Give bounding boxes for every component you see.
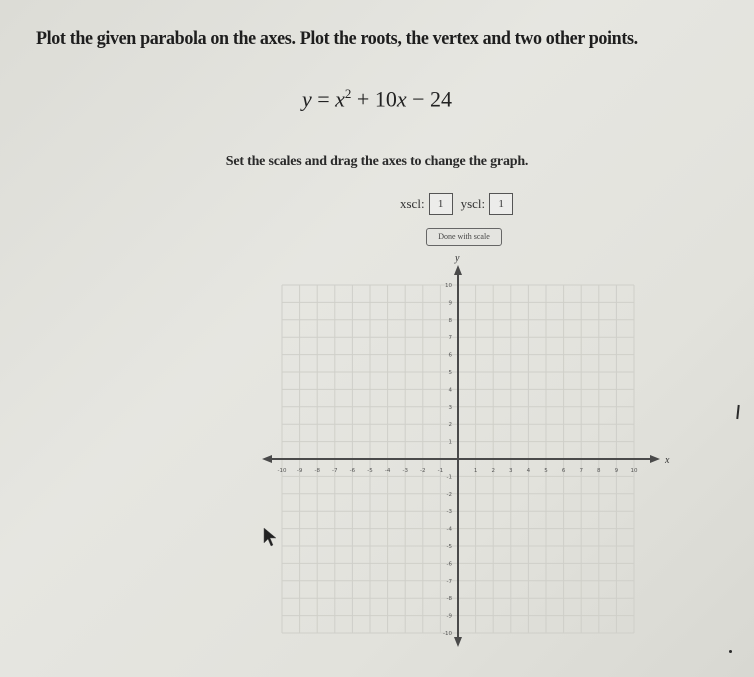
y-tick-label: 9 xyxy=(448,300,452,307)
x-tick-label: 9 xyxy=(614,468,619,474)
y-tick-label: 7 xyxy=(448,335,452,342)
x-tick-label: 4 xyxy=(526,468,531,474)
instruction-text: Plot the given parabola on the axes. Plot the roots, the vertex and two other points. xyxy=(36,28,638,49)
y-tick-label: -5 xyxy=(446,544,452,550)
y-tick-label: -7 xyxy=(446,578,452,585)
xscl-input[interactable]: 1 xyxy=(429,193,453,215)
x-tick-label: -8 xyxy=(314,468,320,474)
x-tick-label: -5 xyxy=(367,468,373,474)
y-tick-label: -8 xyxy=(446,596,452,603)
y-tick-label: -6 xyxy=(446,561,452,568)
y-tick-label: -1 xyxy=(446,474,452,481)
equation-lhs: y xyxy=(301,86,312,112)
x-tick-label: 1 xyxy=(473,468,478,474)
scale-hint: Set the scales and drag the axes to change the graph. xyxy=(225,154,529,169)
y-tick-label: 8 xyxy=(448,317,452,324)
x-tick-label: 8 xyxy=(597,468,601,474)
x-tick-label: 2 xyxy=(491,468,495,474)
y-tick-label: 2 xyxy=(448,422,452,429)
x-tick-label: 5 xyxy=(544,468,548,474)
xscl-label: xscl: xyxy=(400,196,425,211)
yscl-input[interactable]: 1 xyxy=(489,193,513,215)
y-axis-up-arrow-icon xyxy=(454,265,462,275)
y-axis-label: y xyxy=(455,253,460,264)
x-axis-label: x xyxy=(665,455,670,466)
x-tick-label: -2 xyxy=(420,468,426,474)
y-tick-label: -4 xyxy=(446,526,452,533)
y-tick-label: 6 xyxy=(448,352,452,359)
x-tick-label: 6 xyxy=(561,468,566,474)
x-tick-label: -9 xyxy=(296,468,303,474)
x-tick-label: -7 xyxy=(332,468,338,474)
x-tick-label: -1 xyxy=(437,468,444,474)
y-tick-label: 5 xyxy=(448,370,452,376)
y-tick-label: -3 xyxy=(446,509,452,516)
done-with-scale-button[interactable]: Done with scale xyxy=(426,228,502,246)
x-tick-label: -6 xyxy=(349,468,356,474)
y-tick-label: 4 xyxy=(448,387,452,394)
x-tick-label: 7 xyxy=(579,468,583,474)
x-tick-label: 3 xyxy=(509,468,513,474)
stray-dot xyxy=(729,650,732,653)
x-tick-label: 10 xyxy=(630,468,638,474)
y-tick-label: 3 xyxy=(448,404,452,411)
yscl-label: yscl: xyxy=(460,196,486,211)
equation: $y = x^2 + 10x - 24$ xyxy=(301,86,453,112)
y-tick-label: 10 xyxy=(445,283,452,289)
x-tick-label: -10 xyxy=(277,468,287,474)
y-tick-label: 1 xyxy=(448,439,452,446)
y-tick-label: -2 xyxy=(446,491,452,498)
x-axis-right-arrow-icon xyxy=(650,455,660,463)
mouse-pointer-icon xyxy=(263,527,279,551)
y-tick-label: -9 xyxy=(446,613,452,620)
x-axis-left-arrow-icon xyxy=(262,455,272,463)
y-axis-down-arrow-icon xyxy=(454,637,462,647)
y-tick-label: -10 xyxy=(443,631,452,637)
x-tick-label: -4 xyxy=(384,468,391,474)
x-tick-label: -3 xyxy=(402,468,408,474)
